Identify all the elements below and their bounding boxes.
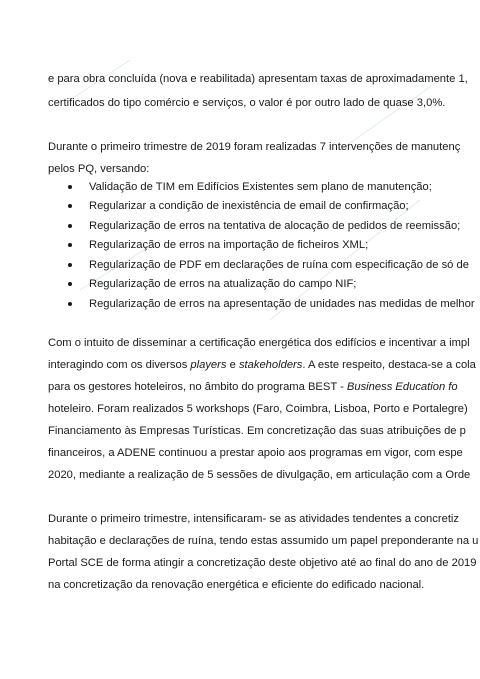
paragraph2-line1: Durante o primeiro trimestre de 2019 foram realizadas 7 intervenções de manutenç bbox=[48, 141, 461, 153]
bullet-icon bbox=[68, 302, 72, 306]
list-item-text: Regularização de PDF em declarações de ruína com especificação de só de bbox=[89, 259, 469, 271]
paragraph4-line3: Portal SCE de forma atingir a concretização deste objetivo até ao final do ano de 2019 bbox=[48, 557, 477, 569]
list-item-text: Regularização de erros na tentativa de alocação de pedidos de reemissão; bbox=[89, 220, 461, 232]
paragraph3-line3 bbox=[48, 380, 458, 394]
bullet-icon bbox=[68, 282, 72, 286]
paragraph3-line7: 2020, mediante a realização de 5 sessões de divulgação, em articulação com a Orde bbox=[48, 469, 471, 481]
bullet-icon bbox=[68, 243, 72, 247]
paragraph3-line5: Financiamento às Empresas Turísticas. Em concretização das suas atribuições de p bbox=[48, 425, 466, 437]
paragraph2-line2: pelos PQ, versando: bbox=[48, 163, 150, 175]
list-item-text: Regularização de erros na importação de ficheiros XML; bbox=[89, 239, 369, 251]
text-span: interagindo com os diversos bbox=[48, 359, 191, 371]
bullet-icon bbox=[68, 185, 72, 189]
list-item-text: Regularizar a condição de inexistência de email de confirmação; bbox=[89, 200, 409, 212]
list-item-text: Regularização de erros na apresentação de unidades nas medidas de melhor bbox=[89, 298, 475, 310]
paragraph1-line2: certificados do tipo comércio e serviços, o valor é por outro lado de quase 3,0%. bbox=[48, 97, 446, 109]
list-item-text: Regularização de erros na atualização do campo NIF; bbox=[89, 278, 357, 290]
paragraph4-line4: na concretização da renovação energética e eficiente do edificado nacional. bbox=[48, 579, 425, 591]
bullet-icon bbox=[68, 204, 72, 208]
text-span: e bbox=[226, 359, 239, 371]
paragraph4-line2: habitação e declarações de ruína, tendo estas assumido um papel preponderante na u bbox=[48, 535, 479, 547]
bullet-icon bbox=[68, 263, 72, 267]
bullet-icon bbox=[68, 224, 72, 228]
text-span: . A este respeito, destaca-se a cola bbox=[302, 359, 476, 371]
list-item-text: Validação de TIM em Edifícios Existentes sem plano de manutenção; bbox=[89, 181, 432, 193]
paragraph1-line1: e para obra concluída (nova e reabilitada) apresentam taxas de aproximadamente 1, bbox=[48, 73, 468, 85]
paragraph3-line2 bbox=[48, 358, 476, 372]
paragraph4-line1: Durante o primeiro trimestre, intensificaram- se as atividades tendentes a concretiz bbox=[48, 513, 460, 525]
emphasis-players: players bbox=[190, 359, 227, 371]
emphasis-stakeholders: stakeholders bbox=[238, 359, 303, 371]
emphasis-program-name: Business Education fo bbox=[346, 381, 458, 393]
text-span: para os gestores hoteleiros, no âmbito do programa BEST - bbox=[48, 381, 347, 393]
paragraph3-line4: hoteleiro. Foram realizados 5 workshops (Faro, Coimbra, Lisboa, Porto e Portalegre) bbox=[48, 403, 468, 415]
paragraph3-line1: Com o intuito de disseminar a certificação energética dos edifícios e incentivar a impl bbox=[48, 337, 470, 349]
paragraph3-line6: financeiros, a ADENE continuou a prestar apoio aos programas em vigor, com espe bbox=[48, 447, 463, 459]
